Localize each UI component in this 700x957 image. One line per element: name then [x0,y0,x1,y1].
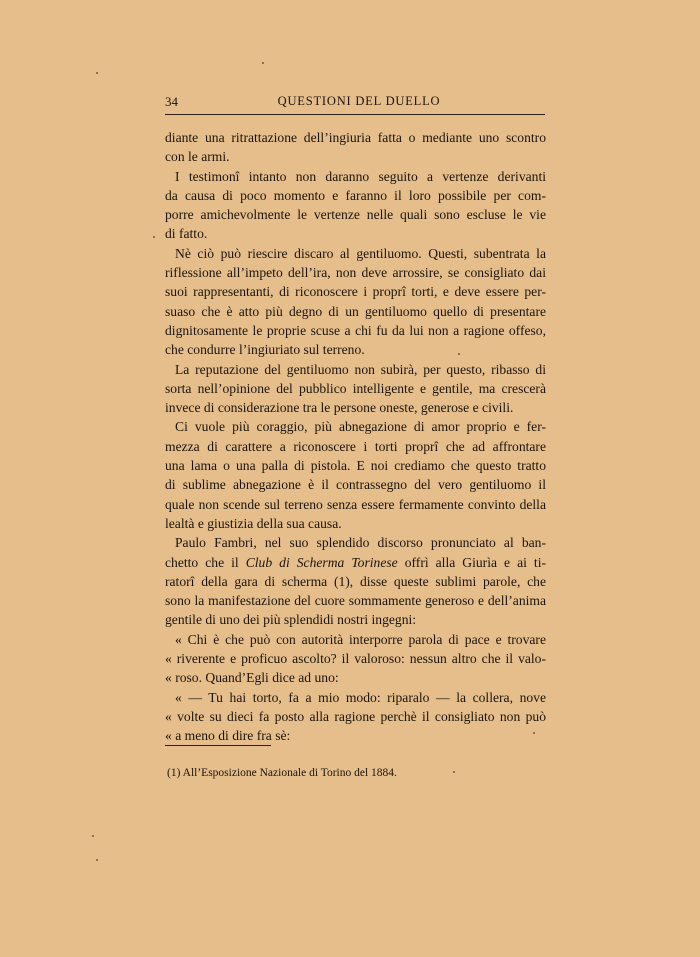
text-line: porre amichevolmente le vertenze nelle quali sono escluse le vie [165,207,546,223]
footnote: (1) All’Esposizione Nazionale di Torino del 1884. [167,767,397,779]
paper-speck [92,835,94,837]
running-head [165,94,545,114]
paper-speck [262,62,264,64]
paper-speck [153,236,155,238]
text-line: quale non scende sul terreno senza essere fermamente convinto della [165,496,546,512]
footnote-rule [165,745,271,746]
running-title: QUESTIONI DEL DUELLO [277,94,441,108]
text-line: sorta nell’opinione del pubblico intelligente e gentile, ma crescerà [165,380,546,396]
text-line: « a meno di dire fra sè: [165,728,291,744]
text-line: con le armi. [165,149,230,165]
text-line: dignitosamente le proprie scuse a chi fu da lui non a ragione offeso, [165,322,546,338]
text-line: che condurre l’ingiuriato sul terreno. [165,342,365,358]
text-line: mezza di carattere a riconoscere i torti proprî che ad affrontare [165,438,546,454]
text-line: sono la manifestazione del cuore sommamente generoso e dell’anima [165,593,546,609]
text-line: « riverente e proficuo ascolto? il valoroso: nessun altro che il valo- [165,651,546,667]
text-line: lealtà e giustizia della sua causa. [165,515,342,531]
body-text [165,128,546,746]
text-line: « Chi è che può con autorità interporre parola di pace e trovare [175,631,546,647]
text-line: riflessione all’impeto dell’ira, non deve arrossire, se consigliato dai [165,265,546,281]
text-line: chetto che il Club di Scherma Torinese offrì alla Giurìa e ai ti- [165,554,547,570]
club-name: Club di Scherma Torinese [245,554,398,570]
text-line: suoi rappresentanti, di riconoscere i proprî torti, e deve essere per- [165,284,546,300]
text-line: « volte su dieci fa posto alla ragione perchè il consigliato non può [165,708,546,724]
text-line: diante una ritrattazione dell’ingiuria fatta o mediante uno scontro [165,130,546,145]
text-line: Nè ciò può riescire discaro al gentiluomo. Questi, subentrata la [175,245,546,261]
text-line: « — Tu hai torto, fa a mio modo: riparalo — la collera, nove [175,689,546,705]
text-line: Paulo Fambri, nel suo splendido discorso pronunciato al ban- [175,535,546,551]
text-line: Ci vuole più coraggio, più abnegazione di amor proprio e fer- [175,419,546,435]
text-line: da causa di poco momento e faranno il loro possibile per com- [165,187,546,203]
paper-speck [96,72,98,74]
paper-speck [458,353,460,355]
text-line: una lama o una palla di pistola. E noi crediamo che questo tratto [165,458,546,474]
text-line: invece di considerazione tra le persone oneste, generose e civili. [165,400,514,416]
paper-speck [453,771,455,773]
paper-speck [533,732,535,734]
text-line: La reputazione del gentiluomo non subirà, per questo, ribasso di [175,361,546,377]
text-line: I testimonî intanto non daranno seguito a vertenze derivanti [175,168,546,184]
text-line: di fatto. [165,226,208,242]
text-line: ratorî della gara di scherma (1), disse queste sublimi parole, che [165,573,546,589]
page-number: 34 [165,94,178,109]
text-line: di sublime abnegazione è il contrassegno del vero gentiluomo il [165,477,546,493]
header-rule [165,114,545,115]
text-line: gentile di uno dei più splendidi nostri ingegni: [165,612,417,628]
text-line: « roso. Quand’Egli dice ad uno: [165,670,339,686]
paper-speck [96,859,98,861]
text-line: suaso che è atto più degno di un gentiluomo quello di presentare [165,303,546,319]
